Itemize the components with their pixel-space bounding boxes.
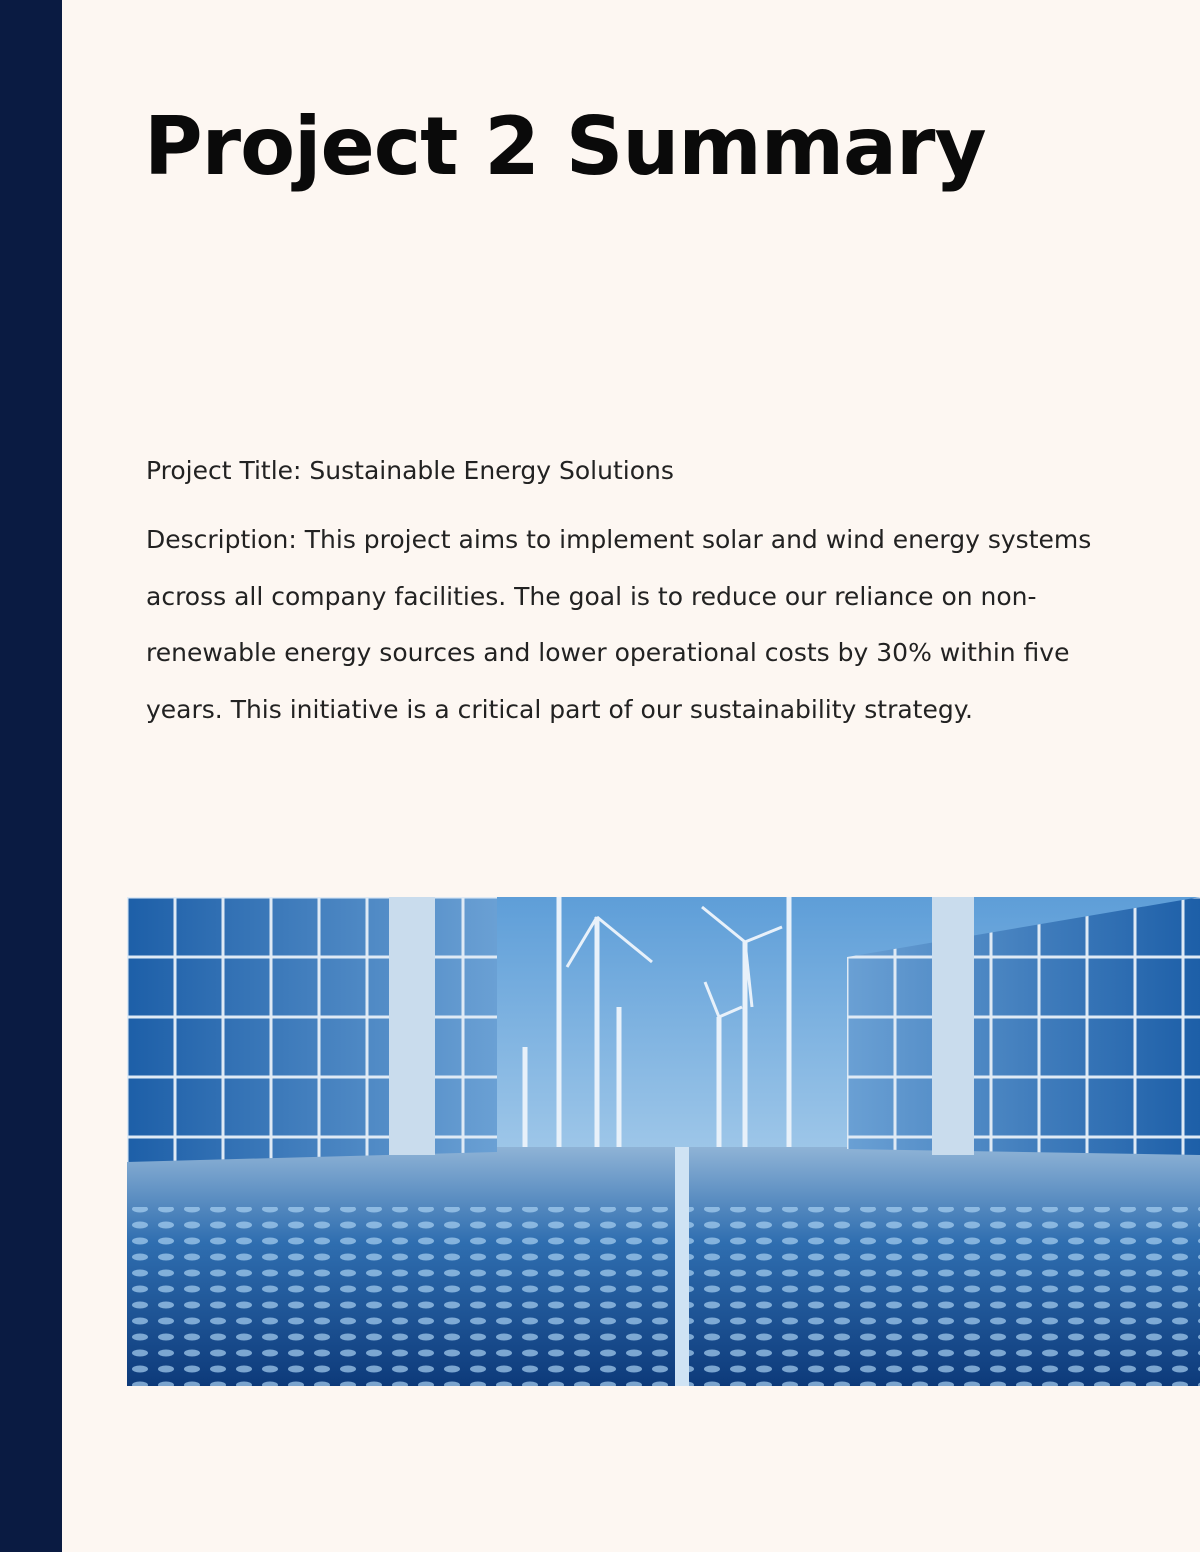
project-description: Description: This project aims to implement solar and wind energy systems across all company facilities. The goal is to reduce our reliance on non-renewable energy sources and lower operational costs by 30% within five years. This initiative is a critical part of our sustainability strategy. — [146, 525, 1092, 724]
sidebar-accent-bar — [0, 0, 62, 1552]
project-title: Project Title: Sustainable Energy Solutions — [146, 456, 674, 485]
page-title: Project 2 Summary — [144, 100, 986, 193]
wind-turbines-solar-panels-photo — [127, 897, 1200, 1386]
